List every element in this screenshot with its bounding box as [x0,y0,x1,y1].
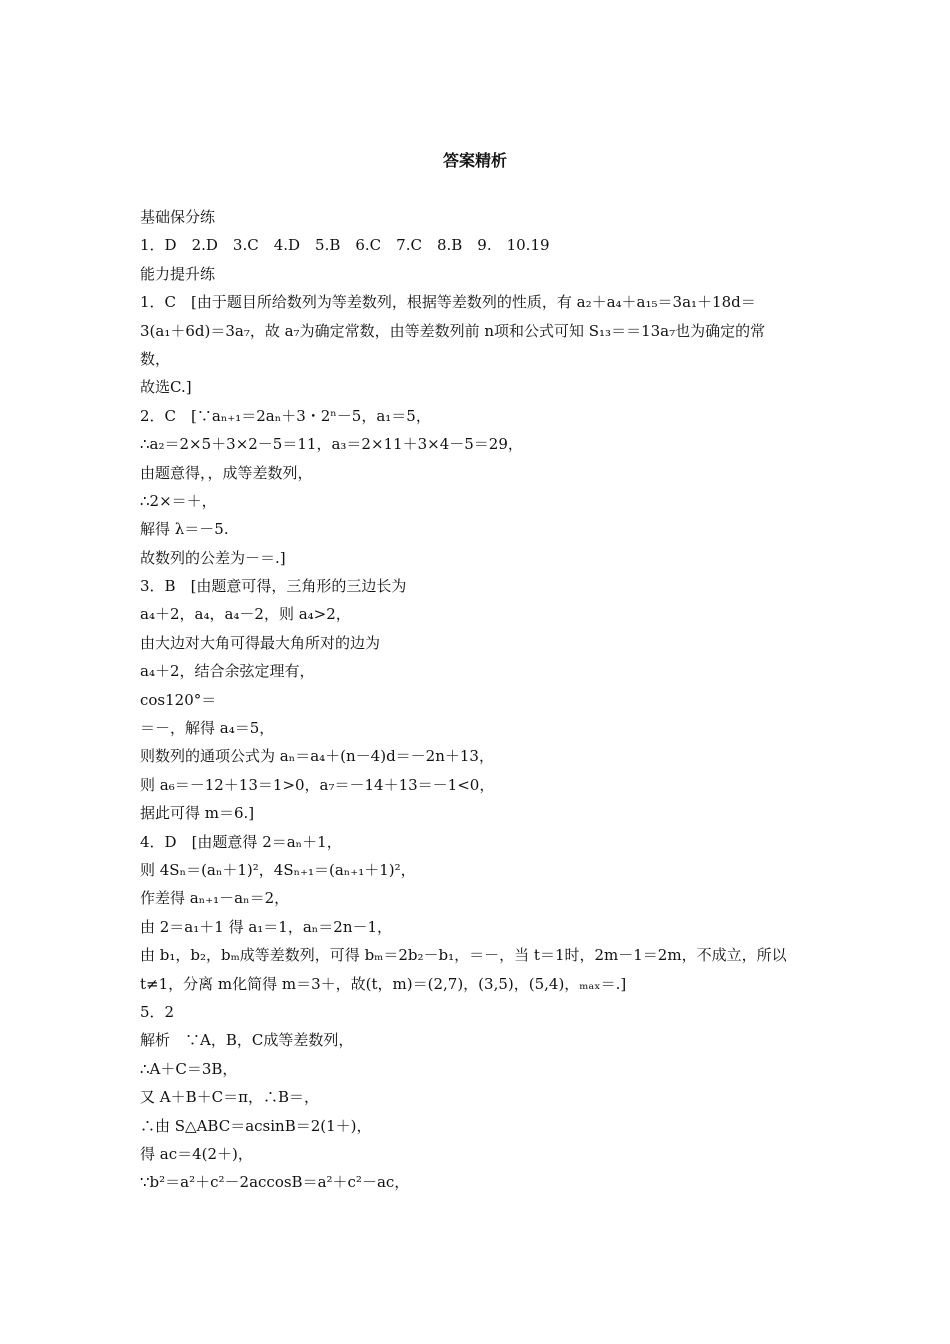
text-line: 基础保分练 [140,208,216,226]
text-line: 故数列的公差为－＝.] [140,548,286,567]
text-line: 1．C [由于题目所给数列为等差数列，根据等差数列的性质，有 a₂＋a₄＋a₁₅＝3a₁＋18d＝ [140,293,756,312]
text-line: 由题意得，，成等差数列， [140,463,313,482]
text-line: 解析 ∵A，B，C成等差数列， [140,1031,354,1050]
text-line: a₄＋2，a₄，a₄－2，则 a₄>2， [140,605,351,624]
text-line: 则 a₆＝－12＋13＝1>0，a₇＝－14＋13＝－1<0， [140,775,495,794]
text-line: 3．B [由题意可得，三角形的三边长为 [140,577,407,596]
text-line: 则 4Sₙ＝(aₙ＋1)²，4Sₙ₊₁＝(aₙ₊₁＋1)²， [140,860,416,879]
text-line: ∴A＋C＝3B， [140,1059,238,1078]
text-line: 解得 λ＝－5. [140,520,229,539]
text-line: cos120°＝ [140,690,217,709]
text-line: 得 ac＝4(2＋)， [140,1144,253,1163]
text-line: 1．D 2.D 3.C 4.D 5.B 6.C 7.C 8.B 9. 10.19 [140,236,550,255]
text-line: 5．2 [140,1002,175,1021]
text-line: a₄＋2，结合余弦定理有， [140,662,315,681]
text-line: ∴2×＝＋， [140,491,217,510]
page-title: 答案精析 [442,151,507,170]
text-line: 数， [140,349,171,368]
text-line: ∵b²＝a²＋c²－2accosB＝a²＋c²－ac， [140,1173,410,1192]
text-line: t≠1，分离 m化简得 m＝3＋，故(t，m)＝(2,7)，(3,5)，(5,4)，ₘₐₓ＝.] [140,974,627,993]
text-line: ∴a₂＝2×5＋3×2－5＝11，a₃＝2×11＋3×4－5＝29， [140,435,523,454]
text-line: 故选C.] [140,378,192,397]
answer-text [140,203,816,1197]
text-line: 作差得 aₙ₊₁－aₙ＝2， [140,889,290,908]
text-line: 又 A＋B＋C＝π，∴B＝， [140,1088,319,1107]
text-line: ∴由 S△ABC＝acsinB＝2(1＋)， [140,1116,372,1135]
text-line: ＝－，解得 a₄＝5， [140,719,275,738]
text-line: 由 b₁，b₂，bₘ成等差数列，可得 bₘ＝2b₂－b₁，＝－，当 t＝1时，2m－1＝2m，不成立，所以 [140,946,787,965]
text-line: 4．D [由题意得 2＝aₙ＋1， [140,832,342,851]
text-line: 2．C [∵aₙ₊₁＝2aₙ＋3・2ⁿ－5，a₁＝5， [140,406,431,425]
text-line: 3(a₁＋6d)＝3a₇，故 a₇为确定常数，由等差数列前 n项和公式可知 S₁₃＝＝13a₇也为确定的常 [140,321,766,340]
text-line: 能力提升练 [140,264,216,283]
text-line: 据此可得 m＝6.] [140,804,255,823]
text-line: 则数列的通项公式为 aₙ＝a₄＋(n－4)d＝－2n＋13， [140,747,494,766]
text-line: 由大边对大角可得最大角所对的边为 [140,633,381,652]
text-line: 由 2＝a₁＋1 得 a₁＝1，aₙ＝2n－1， [140,917,393,936]
